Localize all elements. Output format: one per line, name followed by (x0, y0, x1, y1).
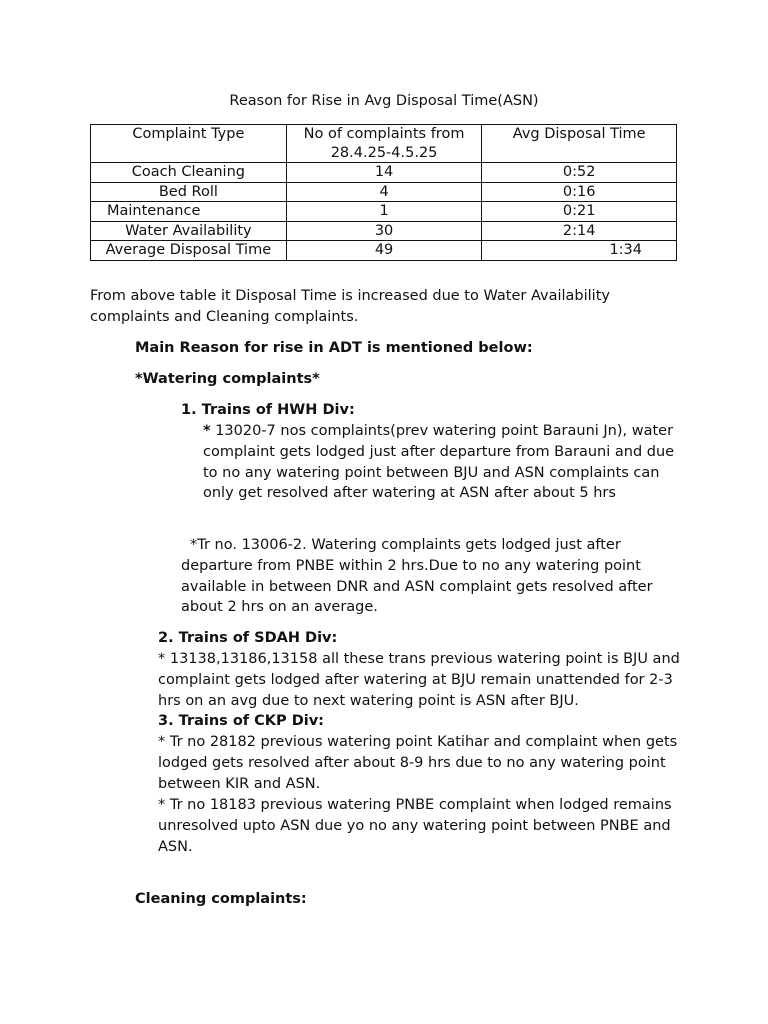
table-cell: 0:52 (482, 163, 677, 183)
ckp-item-2: * Tr no 18183 previous watering PNBE complaint when lodged remains unresolved upto ASN due yo no any watering point between PNBE and ASN. (158, 797, 672, 855)
table-header-cell: No of complaints from 28.4.25-4.5.25 (286, 125, 482, 163)
hwh-heading: 1. Trains of HWH Div: (181, 402, 355, 418)
hwh-item-1-text: 13020-7 nos complaints(prev watering point Barauni Jn), water complaint gets lodged just after departure from Barauni and due to no any watering point between BJU and ASN complaints can only get resolved after watering at ASN after about 5 hrs (203, 423, 675, 502)
watering-heading: *Watering complaints* (135, 371, 320, 387)
main-reason-heading: Main Reason for rise in ADT is mentioned below: (135, 340, 533, 356)
table-row (91, 202, 677, 222)
intro-paragraph: From above table it Disposal Time is increased due to Water Availability complaints and Cleaning complaints. (90, 288, 610, 325)
hwh-item-2: *Tr no. 13006-2. Watering complaints gets lodged just after departure from PNBE within 2 hrs.Due to no any watering point available in between DNR and ASN complaint gets resolved after about 2 hrs on an average. (181, 537, 653, 616)
document-title: Reason for Rise in Avg Disposal Time(ASN) (229, 93, 539, 109)
table-row (91, 221, 677, 241)
cleaning-heading: Cleaning complaints: (135, 891, 307, 907)
table-cell: 2:14 (482, 221, 677, 241)
hwh-item-1 (203, 421, 685, 504)
table-cell: 0:21 (482, 202, 677, 222)
bullet-mark: * (203, 423, 211, 439)
table-header-cell: Avg Disposal Time (482, 125, 677, 163)
ckp-heading: 3. Trains of CKP Div: (158, 713, 324, 729)
table-cell: 49 (286, 241, 482, 261)
table-cell: 30 (286, 221, 482, 241)
table-cell: Bed Roll (91, 182, 287, 202)
table-row (91, 163, 677, 183)
table-cell: 0:16 (482, 182, 677, 202)
sdah-item-1: * 13138,13186,13158 all these trans previous watering point is BJU and complaint gets lodged after watering at BJU remain unattended for 2-3 hrs on an avg due to next watering point is ASN after BJU. (158, 651, 680, 709)
sdah-heading: 2. Trains of SDAH Div: (158, 630, 338, 646)
table-cell: Average Disposal Time (91, 241, 287, 261)
table-cell: Water Availability (91, 221, 287, 241)
table-row (91, 241, 677, 261)
table-cell: 14 (286, 163, 482, 183)
table-header-cell: Complaint Type (91, 125, 287, 163)
table-row (91, 182, 677, 202)
disposal-time-table (90, 124, 677, 261)
table-cell: Maintenance (91, 202, 287, 222)
table-cell: Coach Cleaning (91, 163, 287, 183)
table-cell: 4 (286, 182, 482, 202)
table-cell: 1:34 (482, 241, 677, 261)
table-header-row (91, 125, 677, 163)
table-cell: 1 (286, 202, 482, 222)
ckp-item-1: * Tr no 28182 previous watering point Katihar and complaint when gets lodged gets resolved after about 8-9 hrs due to no any watering point between KIR and ASN. (158, 734, 678, 792)
